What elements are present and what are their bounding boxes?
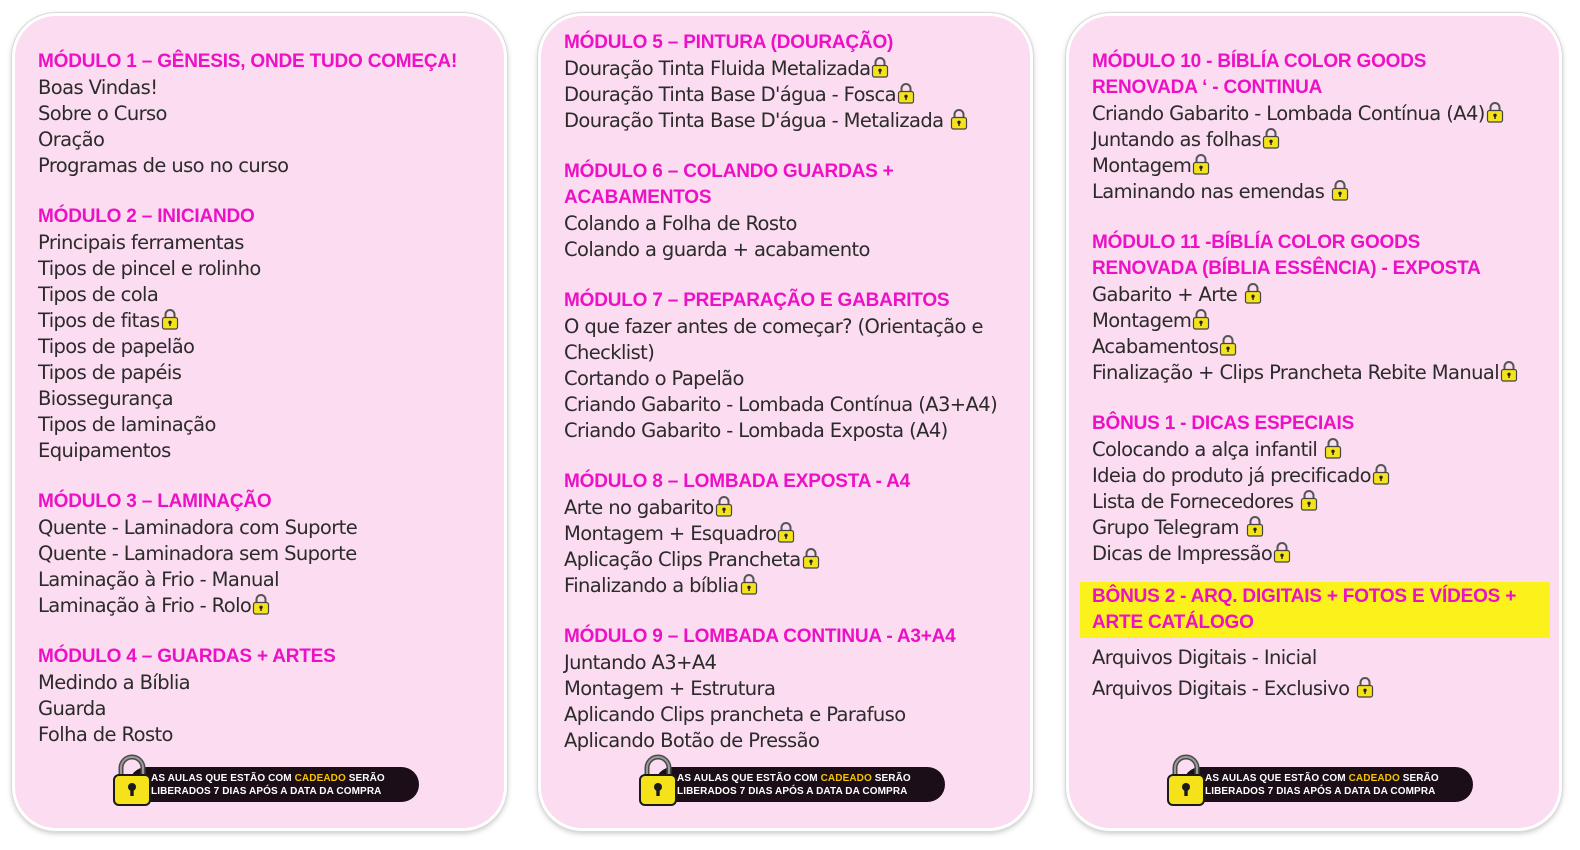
padlock-icon xyxy=(897,82,915,104)
lesson-item[interactable]: Montagem xyxy=(1092,308,1545,334)
lesson-item[interactable]: Tipos de cola xyxy=(38,283,159,306)
lesson-item[interactable]: Tipos de fitas xyxy=(38,308,490,334)
padlock-icon xyxy=(802,547,820,569)
padlock-icon xyxy=(715,495,733,517)
module-title: MÓDULO 4 – GUARDAS + ARTES xyxy=(38,646,336,667)
module-9 xyxy=(564,624,1016,754)
module-title: BÔNUS 1 - DICAS ESPECIAIS xyxy=(1092,413,1355,434)
lesson-item[interactable]: Biossegurança xyxy=(38,387,173,410)
lesson-item[interactable]: Colocando a alça infantil xyxy=(1092,437,1545,463)
padlock-icon xyxy=(1300,489,1318,511)
module-title: MÓDULO 5 – PINTURA (DOURAÇÃO) xyxy=(564,32,894,53)
lesson-item[interactable]: Laminação à Frio - Manual xyxy=(38,568,279,591)
padlock-icon xyxy=(1273,541,1291,563)
lesson-item[interactable]: Oração xyxy=(38,128,105,151)
padlock-icon xyxy=(1262,127,1280,149)
module-4 xyxy=(38,644,490,748)
lesson-item[interactable]: Finalização + Clips Prancheta Rebite Manual xyxy=(1092,360,1545,386)
module-title: MÓDULO 3 – LAMINAÇÃO xyxy=(38,491,272,512)
lesson-item[interactable]: Colando a guarda + acabamento xyxy=(564,238,870,261)
module-title: BÔNUS 2 - ARQ. DIGITAIS + FOTOS E VÍDEOS + ARTE CATÁLOGO xyxy=(1080,582,1550,638)
lesson-item[interactable]: Colando a Folha de Rosto xyxy=(564,212,797,235)
module-title: MÓDULO 11 -BÍBLÍA COLOR GOODS RENOVADA (BÍBLIA ESSÊNCIA) - EXPOSTA xyxy=(1092,232,1481,279)
module-title: MÓDULO 2 – INICIANDO xyxy=(38,206,255,227)
lesson-item[interactable]: Tipos de papéis xyxy=(38,361,182,384)
bonus-2 xyxy=(1092,582,1545,704)
lesson-item[interactable]: Boas Vindas! xyxy=(38,76,158,99)
module-card-1 xyxy=(12,13,507,831)
padlock-icon xyxy=(1486,101,1504,123)
lesson-item[interactable]: Arte no gabarito xyxy=(564,495,1016,521)
module-title: MÓDULO 10 - BÍBLÍA COLOR GOODS RENOVADA ‘ - CONTINUA xyxy=(1092,51,1427,98)
module-card-3 xyxy=(1066,13,1562,831)
padlock-icon xyxy=(161,308,179,330)
card-content xyxy=(564,30,1016,779)
module-8 xyxy=(564,469,1016,599)
module-11 xyxy=(1092,230,1545,386)
module-title: MÓDULO 7 – PREPARAÇÃO E GABARITOS xyxy=(564,290,950,311)
lesson-item[interactable]: Criando Gabarito - Lombada Exposta (A4) xyxy=(564,419,948,442)
module-5 xyxy=(564,30,1016,134)
lesson-item[interactable]: Tipos de laminação xyxy=(38,413,216,436)
card-content xyxy=(38,49,490,773)
lesson-item[interactable]: Acabamentos xyxy=(1092,334,1545,360)
padlock-icon xyxy=(1324,437,1342,459)
module-title: MÓDULO 8 – LOMBADA EXPOSTA - A4 xyxy=(564,471,911,492)
lesson-item[interactable]: Quente - Laminadora com Suporte xyxy=(38,516,358,539)
padlock-icon xyxy=(1356,676,1374,698)
lesson-item[interactable]: Checklist) xyxy=(564,341,655,364)
lesson-item[interactable]: Criando Gabarito - Lombada Contínua (A4) xyxy=(1092,101,1545,127)
lesson-item[interactable]: Guarda xyxy=(38,697,106,720)
lesson-item[interactable]: Equipamentos xyxy=(38,439,171,462)
lesson-item[interactable]: Tipos de pincel e rolinho xyxy=(38,257,261,280)
padlock-icon xyxy=(637,753,679,807)
padlock-icon xyxy=(740,573,758,595)
lesson-item[interactable]: Arquivos Digitais - Exclusivo xyxy=(1092,673,1545,704)
lesson-item[interactable]: Sobre o Curso xyxy=(38,102,167,125)
padlock-icon xyxy=(111,753,153,807)
padlock-icon xyxy=(950,108,968,130)
padlock-icon xyxy=(1165,753,1207,807)
module-title: MÓDULO 1 – GÊNESIS, ONDE TUDO COMEÇA! xyxy=(38,51,458,72)
lesson-item[interactable]: Criando Gabarito - Lombada Contínua (A3+A4) xyxy=(564,393,998,416)
lesson-item[interactable]: Juntando as folhas xyxy=(1092,127,1545,153)
lesson-item[interactable]: Quente - Laminadora sem Suporte xyxy=(38,542,357,565)
padlock-icon xyxy=(871,56,889,78)
padlock-icon xyxy=(1244,282,1262,304)
lesson-item[interactable]: Cortando o Papelão xyxy=(564,367,744,390)
lesson-item[interactable]: Douração Tinta Fluida Metalizada xyxy=(564,56,1016,82)
lesson-item[interactable]: Montagem + Esquadro xyxy=(564,521,1016,547)
module-3 xyxy=(38,489,490,619)
lesson-item[interactable]: Douração Tinta Base D'água - Fosca xyxy=(564,82,1016,108)
lesson-item[interactable]: Juntando A3+A4 xyxy=(564,651,717,674)
lesson-item[interactable]: Ideia do produto já precificado xyxy=(1092,463,1545,489)
notice-text: AS AULAS QUE ESTÃO COM CADEADO SERÃO LIBERADOS 7 DIAS APÓS A DATA DA COMPRA xyxy=(677,773,911,797)
padlock-icon xyxy=(1192,153,1210,175)
lesson-item[interactable]: Aplicação Clips Prancheta xyxy=(564,547,1016,573)
lock-notice-banner xyxy=(637,753,947,808)
module-title: MÓDULO 6 – COLANDO GUARDAS + ACABAMENTOS xyxy=(564,161,894,208)
lesson-item[interactable]: Medindo a Bíblia xyxy=(38,671,190,694)
lesson-item[interactable]: Grupo Telegram xyxy=(1092,515,1545,541)
padlock-icon xyxy=(1219,334,1237,356)
padlock-icon xyxy=(1500,360,1518,382)
notice-text: AS AULAS QUE ESTÃO COM CADEADO SERÃO LIBERADOS 7 DIAS APÓS A DATA DA COMPRA xyxy=(151,773,385,797)
lesson-item[interactable]: Dicas de Impressão xyxy=(1092,541,1545,567)
lesson-item[interactable]: Laminando nas emendas xyxy=(1092,179,1545,205)
module-card-2 xyxy=(538,13,1033,831)
module-title: MÓDULO 9 – LOMBADA CONTINUA - A3+A4 xyxy=(564,626,956,647)
notice-text: AS AULAS QUE ESTÃO COM CADEADO SERÃO LIBERADOS 7 DIAS APÓS A DATA DA COMPRA xyxy=(1205,773,1439,797)
lesson-item[interactable]: Douração Tinta Base D'água - Metalizada xyxy=(564,108,1016,134)
module-10 xyxy=(1092,49,1545,205)
lesson-item[interactable]: Aplicando Botão de Pressão xyxy=(564,729,820,752)
padlock-icon xyxy=(1192,308,1210,330)
lesson-item[interactable]: Gabarito + Arte xyxy=(1092,282,1545,308)
lesson-item[interactable]: Laminação à Frio - Rolo xyxy=(38,593,490,619)
bonus-1 xyxy=(1092,411,1545,567)
module-7 xyxy=(564,288,1016,444)
lock-notice-banner xyxy=(1165,753,1475,808)
lesson-item[interactable]: Folha de Rosto xyxy=(38,723,173,746)
padlock-icon xyxy=(1372,463,1390,485)
module-2 xyxy=(38,204,490,464)
padlock-icon xyxy=(252,593,270,615)
module-6 xyxy=(564,159,1016,263)
lock-notice-banner xyxy=(111,753,421,808)
lesson-item[interactable]: Montagem xyxy=(1092,153,1545,179)
lesson-item[interactable]: Lista de Fornecedores xyxy=(1092,489,1545,515)
card-content xyxy=(1092,49,1545,729)
lesson-item[interactable]: Aplicando Clips prancheta e Parafuso xyxy=(564,703,906,726)
lesson-item[interactable]: Montagem + Estrutura xyxy=(564,677,776,700)
padlock-icon xyxy=(1331,179,1349,201)
lesson-item[interactable]: O que fazer antes de começar? (Orientação e xyxy=(564,315,983,338)
lesson-item[interactable]: Programas de uso no curso xyxy=(38,154,289,177)
lesson-item[interactable]: Tipos de papelão xyxy=(38,335,195,358)
padlock-icon xyxy=(1246,515,1264,537)
module-1 xyxy=(38,49,490,179)
lesson-item[interactable]: Principais ferramentas xyxy=(38,231,244,254)
lesson-item[interactable]: Finalizando a bíblia xyxy=(564,573,1016,599)
lesson-item[interactable]: Arquivos Digitais - Inicial xyxy=(1092,646,1317,669)
padlock-icon xyxy=(777,521,795,543)
